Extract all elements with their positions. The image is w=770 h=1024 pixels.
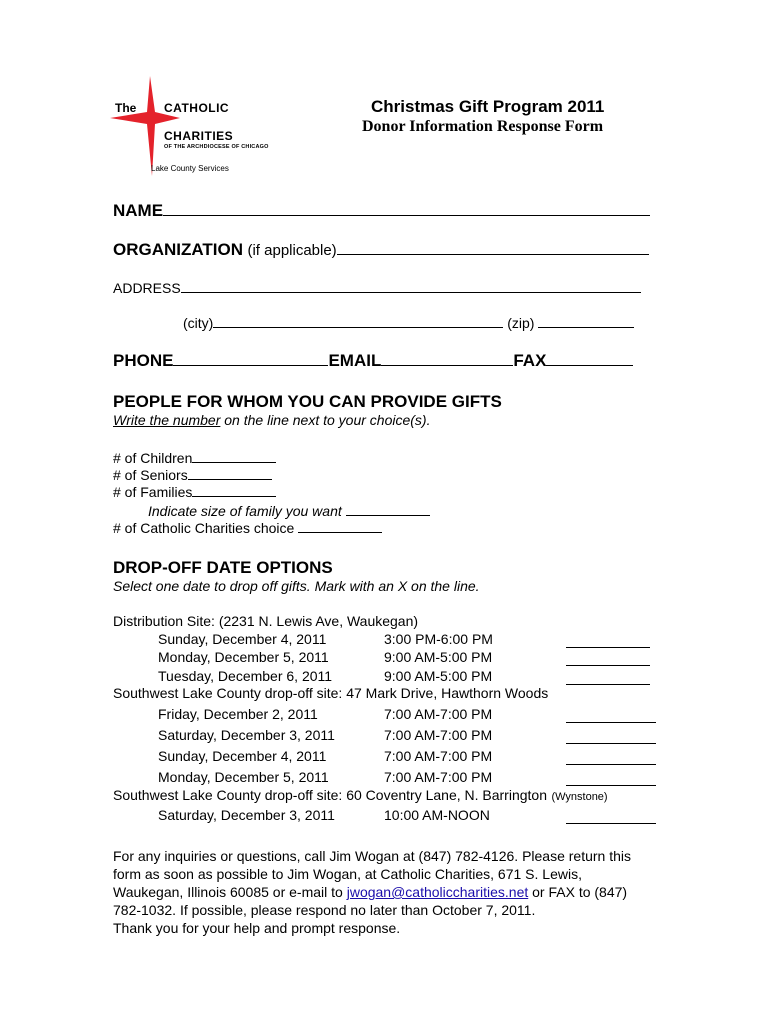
site3-label: Southwest Lake County drop-off site: 60 Coventry Lane, N. Barrington (113, 787, 547, 803)
name-label: NAME (113, 201, 164, 220)
lake-county-services-label: Lake County Services (151, 164, 229, 173)
logo-charities-text: CHARITIES (164, 129, 234, 143)
children-field[interactable] (192, 448, 276, 463)
site3-row (113, 787, 608, 805)
site2-date-4: Monday, December 5, 2011 (158, 769, 329, 785)
site2-time-1: 7:00 AM-7:00 PM (384, 706, 493, 722)
email-field[interactable] (381, 351, 513, 366)
site2-time-4: 7:00 AM-7:00 PM (384, 769, 493, 785)
people-instructions (113, 412, 430, 428)
site2-date-2: Saturday, December 3, 2011 (158, 727, 335, 743)
organization-field[interactable] (337, 240, 649, 255)
logo-catholic-text: CATHOLIC (164, 101, 230, 115)
dropoff-heading: DROP-OFF DATE OPTIONS (113, 558, 333, 577)
seniors-field[interactable] (188, 465, 272, 480)
program-title: Christmas Gift Program 2011 (371, 97, 605, 116)
phone-email-fax-row (113, 351, 633, 371)
organization-label: ORGANIZATION (113, 240, 244, 259)
family-size-label: Indicate size of family you want (148, 503, 342, 519)
address-label: ADDRESS (113, 280, 181, 296)
families-row (113, 482, 276, 500)
address-field[interactable] (181, 278, 641, 293)
site2-time-3: 7:00 AM-7:00 PM (384, 748, 493, 764)
people-instructions-rest: on the line next to your choice(s). (220, 412, 431, 428)
site1-time-1: 3:00 PM-6:00 PM (384, 631, 493, 647)
phone-field[interactable] (173, 351, 328, 366)
site2-label: Southwest Lake County drop-off site: 47 Mark Drive, Hawthorn Woods (113, 685, 549, 701)
city-field[interactable] (213, 313, 503, 328)
site1-mark-1[interactable] (566, 633, 650, 648)
people-heading: PEOPLE FOR WHOM YOU CAN PROVIDE GIFTS (113, 392, 502, 411)
seniors-row (113, 465, 272, 483)
footer-email-link[interactable]: jwogan@catholiccharities.net (346, 884, 529, 900)
children-row (113, 448, 276, 466)
site1-mark-3[interactable] (566, 670, 650, 685)
city-zip-row (183, 313, 634, 331)
name-field[interactable] (163, 201, 650, 216)
city-label: (city) (183, 315, 214, 331)
site1-time-2: 9:00 AM-5:00 PM (384, 649, 493, 665)
site2-mark-2[interactable] (566, 729, 656, 744)
dropoff-instructions: Select one date to drop off gifts. Mark with an X on the line. (113, 578, 480, 594)
footer-text-before-email: For any inquiries or questions, call Jim Wogan at (847) 782-4126. Please return this form as soon as possible to Jim Wogan, at Catholic Charities, 671 S. Lewis, Waukegan, Illinois 60085 or e-mail to (113, 848, 632, 900)
site3-mark-1[interactable] (566, 809, 656, 824)
cc-choice-row (113, 518, 382, 536)
organization-row (113, 240, 649, 260)
site2-date-3: Sunday, December 4, 2011 (158, 748, 327, 764)
site3-time-1: 10:00 AM-NOON (384, 807, 490, 823)
organization-note: (if applicable) (247, 242, 337, 259)
email-label: EMAIL (328, 351, 382, 370)
phone-label: PHONE (113, 351, 174, 370)
children-label: # of Children (113, 450, 193, 466)
footer-paragraph (113, 847, 653, 937)
families-field[interactable] (192, 482, 276, 497)
cc-choice-field[interactable] (298, 518, 382, 533)
site1-time-3: 9:00 AM-5:00 PM (384, 668, 493, 684)
cc-choice-label: # of Catholic Charities choice (113, 520, 295, 536)
site2-time-2: 7:00 AM-7:00 PM (384, 727, 493, 743)
site2-mark-4[interactable] (566, 771, 656, 786)
site2-date-1: Friday, December 2, 2011 (158, 706, 318, 722)
fax-label: FAX (513, 351, 547, 370)
family-size-row (148, 501, 430, 519)
site1-label: Distribution Site: (2231 N. Lewis Ave, Waukegan) (113, 613, 419, 629)
site3-date-1: Saturday, December 3, 2011 (158, 807, 335, 823)
form-subtitle: Donor Information Response Form (362, 118, 604, 135)
logo-the-text: The (115, 101, 137, 115)
site1-mark-2[interactable] (566, 651, 650, 666)
people-instructions-underlined: Write the number (113, 412, 221, 428)
family-size-field[interactable] (346, 501, 430, 516)
zip-field[interactable] (538, 313, 634, 328)
catholic-charities-cross-logo (110, 76, 180, 176)
footer-text-after-email: or FAX to (847) 782-1032. If possible, please respond no later than October 7, 2011. (113, 884, 628, 918)
site1-date-1: Sunday, December 4, 2011 (158, 631, 327, 647)
name-row (113, 201, 650, 221)
seniors-label: # of Seniors (113, 467, 188, 483)
site2-mark-3[interactable] (566, 750, 656, 765)
families-label: # of Families (113, 484, 193, 500)
site2-mark-1[interactable] (566, 708, 656, 723)
footer-thanks: Thank you for your help and prompt response. (113, 920, 401, 936)
site3-note: (Wynstone) (551, 791, 608, 803)
site1-date-2: Monday, December 5, 2011 (158, 649, 329, 665)
logo-archdiocese-text: OF THE ARCHDIOCESE OF CHICAGO (164, 144, 269, 150)
address-row (113, 278, 641, 298)
zip-label: (zip) (507, 315, 535, 331)
site1-date-3: Tuesday, December 6, 2011 (158, 668, 333, 684)
fax-field[interactable] (546, 351, 633, 366)
